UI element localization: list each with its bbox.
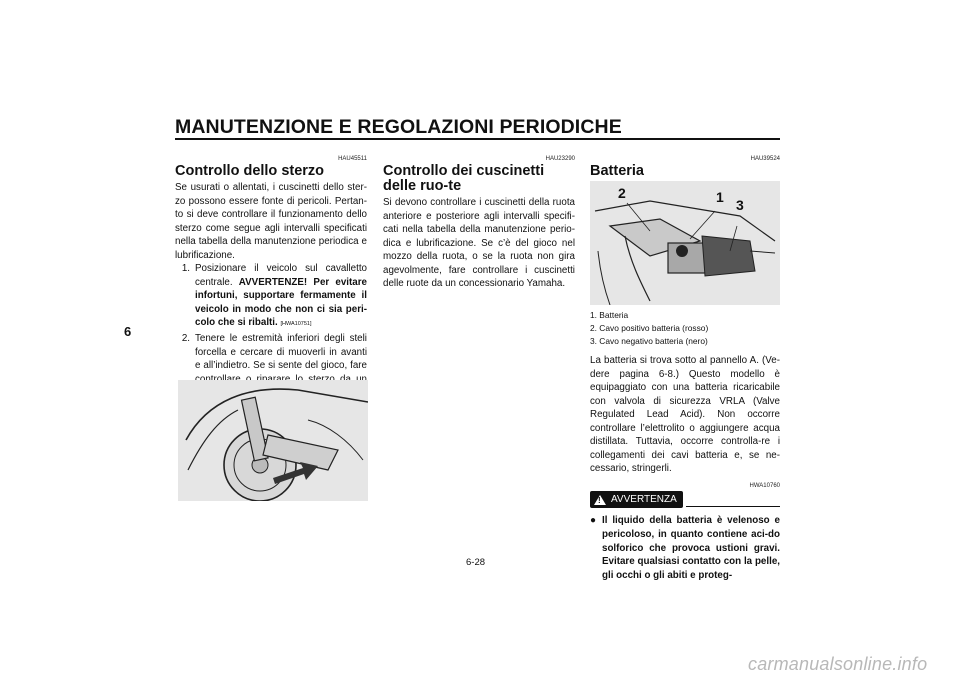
section-heading: Controllo dello sterzo [175, 163, 325, 179]
warning-rule [686, 506, 780, 507]
warning-code: HWA10760 [749, 482, 780, 489]
step-instruction: Posizionare il veicolo sul cavalletto centrale. [195, 263, 367, 288]
watermark: carmanualsonline.info [748, 654, 928, 674]
caption-item: 1. Batteria [590, 310, 629, 320]
column-steering [175, 155, 367, 400]
section-heading: Batteria [590, 163, 644, 179]
page-title: MANUTENZIONE E REGOLAZIONI PERIODICHE [175, 116, 622, 138]
chapter-tab [118, 282, 145, 390]
figure-label-1: 1 [716, 189, 724, 205]
page-number: 6-28 [466, 557, 486, 568]
intro-paragraph: Se usurati o allentati, i cuscinetti dello ster-zo possono essere fonte di pericoli. Pertan-to si deve controllare il funzionamento dello sterzo come segue agli intervalli specificati nella tabella della manutenzione periodica e lubrificazione. [175, 182, 367, 261]
warning-badge [590, 491, 683, 509]
steering-figure [178, 380, 368, 501]
warning-triangle-icon: ! [594, 495, 606, 505]
step-warning: AVVERTENZE! Per evitare infortuni, supportare fermamente il veicolo in modo che non ci sia peri-colo che si ribalti. [195, 276, 367, 329]
step-text: Tenere le estremità inferiori degli steli forcella e cercare di muoverli in avanti e all’indietro. Se si sente del gioco, fare [195, 333, 367, 372]
body-paragraph: La batteria si trova sotto al pannello A. (Ve-dere pagina 6-8.) Questo modello è equipaggiato con una batteria ricaricabile con valvola di sicurezza VRLA (Valve Regulated Lead Acid). Non occorre controllare l’elettrolito o aggiungere acqua distillata. Tuttavia, occorre controlla-re i collegamenti dei cavi batteria e, se ne-cessario, stringerli. [590, 355, 780, 475]
title-rule [175, 138, 780, 140]
body-paragraph: Si devono controllare i cuscinetti della ruota anteriore e posteriore agli intervalli specifi-cati nella tabella della manutenzione perio-dica e lubrificazione. Se c’è del gioco nel mozzo della ruota, o se la ruota non gira agevolmente, fare controllare i cuscinetti delle ruote da un concessionario Yamaha. [383, 197, 575, 290]
caption-item: 3. Cavo negativo batteria (nero) [590, 336, 708, 346]
warning-code: [HWA10751] [280, 321, 312, 328]
section-code: HAU45511 [338, 156, 367, 162]
step-text [195, 262, 367, 332]
section-heading: Controllo dei cuscinetti delle ruo-te [383, 163, 545, 194]
chapter-number: 6 [124, 324, 132, 339]
warning-text: Il liquido della batteria è velenoso e pericoloso, in quanto contiene aci-do solforico che provoca ustioni gravi. Evitare qualsiasi contatto con la pelle, gli occhi o gli abiti e proteg- [602, 515, 780, 581]
step-number: 1. [181, 263, 190, 275]
section-code: HAU39524 [750, 156, 780, 162]
column-wheel-bearings [383, 155, 575, 291]
column-battery [590, 155, 780, 582]
step-number: 2. [181, 333, 190, 345]
figure-label-2: 2 [618, 185, 626, 201]
figure-captions [590, 309, 780, 348]
section-code: HAU23290 [545, 156, 575, 162]
bullet-dot-icon: ● [590, 515, 597, 527]
warning-header [590, 491, 780, 509]
step-1 [175, 262, 367, 332]
battery-figure [590, 181, 780, 305]
warning-bullet [590, 514, 780, 582]
warning-label: AVVERTENZA [611, 493, 677, 505]
fork-illustration [178, 380, 368, 501]
caption-item: 2. Cavo positivo batteria (rosso) [590, 323, 709, 333]
figure-label-3: 3 [736, 197, 744, 213]
